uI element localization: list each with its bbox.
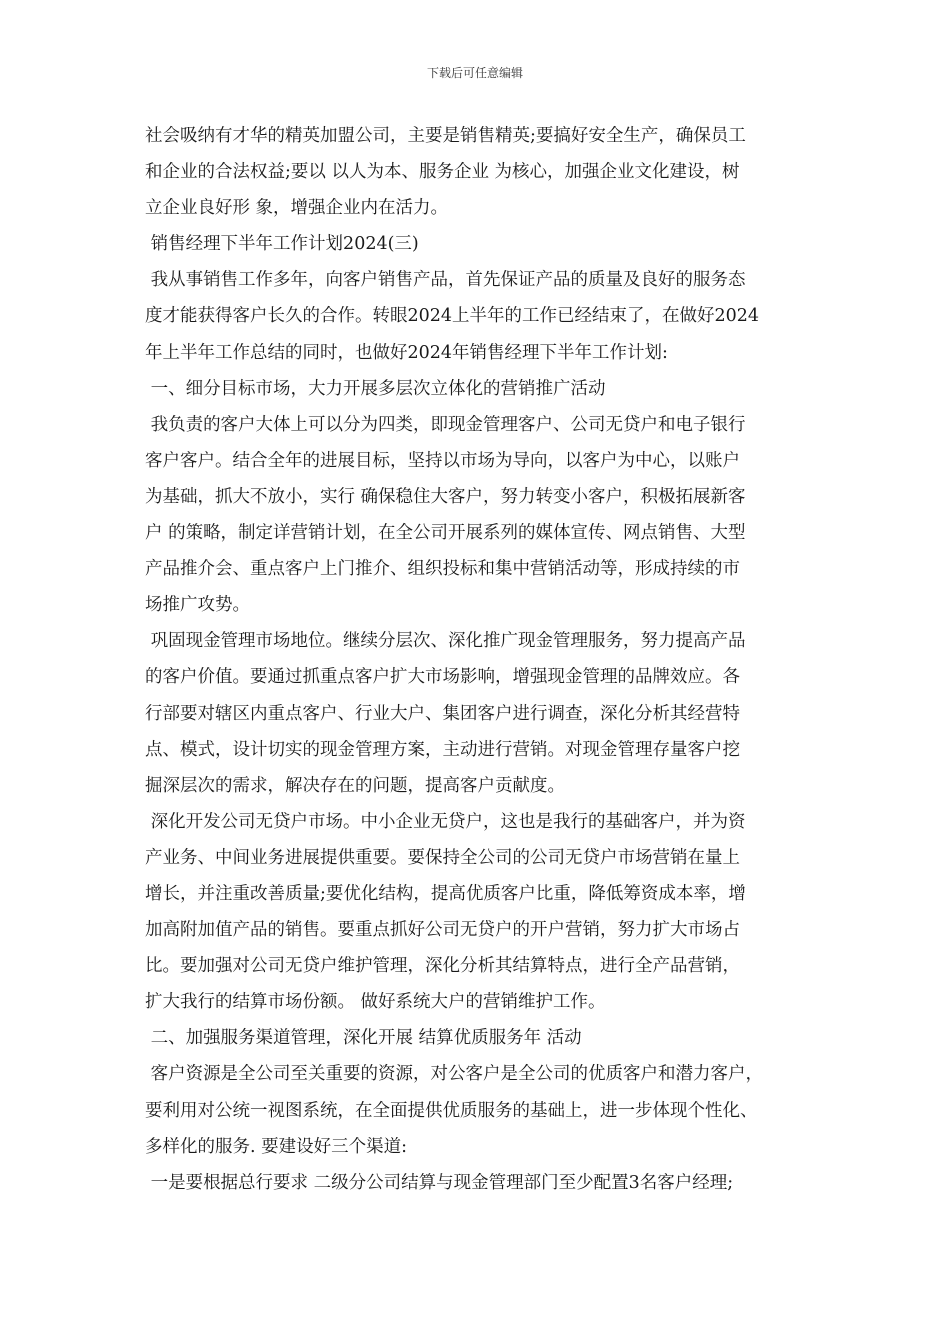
text-line: 年上半年工作总结的同时，也做好2024年销售经理下半年工作计划: — [145, 342, 668, 363]
text-line: 扩大我行的结算市场份额。 做好系统大户的营销维护工作。 — [145, 992, 606, 1013]
text-line: 加高附加值产品的销售。要重点抓好公司无贷户的开户营销，努力扩大市场占 — [145, 920, 740, 941]
text-line: 户 的策略，制定详营销计划，在全公司开展系列的媒体宣传、网点销售、大型 — [145, 523, 746, 544]
text-line: 产品推介会、重点客户上门推介、组织投标和集中营销活动等，形成持续的市 — [145, 559, 740, 580]
text-line: 一是要根据总行要求 二级分公司结算与现金管理部门至少配置3名客户经理; — [145, 1172, 734, 1193]
text-line: 要利用对公统一视图系统，在全面提供优质服务的基础上，进一步体现个性化、 — [145, 1100, 758, 1121]
section-heading: 一、细分目标市场，大力开展多层次立体化的营销推广活动 — [145, 378, 606, 399]
document-body — [145, 118, 817, 1201]
text-line: 行部要对辖区内重点客户、行业大户、集团客户进行调查，深化分析其经营特 — [145, 703, 740, 724]
page-header: 下载后可任意编辑 — [426, 66, 523, 80]
text-line: 客户资源是全公司至关重要的资源，对公客户是全公司的优质客户和潜力客户， — [145, 1064, 764, 1085]
text-line: 产业务、中间业务进展提供重要。要保持全公司的公司无贷户市场营销在量上 — [145, 847, 740, 868]
text-line: 巩固现金管理市场地位。继续分层次、深化推广现金管理服务，努力提高产品 — [145, 631, 746, 652]
text-line: 掘深层次的需求，解决存在的问题，提高客户贡献度。 — [145, 775, 565, 796]
section-title: 销售经理下半年工作计划2024(三) — [145, 234, 419, 255]
text-line: 点、模式，设计切实的现金管理方案，主动进行营销。对现金管理存量客户挖 — [145, 739, 740, 760]
section-heading: 二、加强服务渠道管理，深化开展 结算优质服务年 活动 — [145, 1028, 582, 1049]
text-line: 我负责的客户大体上可以分为四类，即现金管理客户、公司无贷户和电子银行 — [145, 414, 746, 435]
text-line: 我从事销售工作多年，向客户销售产品，首先保证产品的质量及良好的服务态 — [145, 270, 746, 291]
text-line: 多样化的服务. 要建设好三个渠道: — [145, 1136, 408, 1157]
text-line: 比。要加强对公司无贷户维护管理，深化分析其结算特点，进行全产品营销， — [145, 956, 740, 977]
text-line: 度才能获得客户长久的合作。转眼2024上半年的工作已经结束了，在做好2024 — [145, 306, 760, 327]
text-line: 为基础，抓大不放小，实行 确保稳住大客户，努力转变小客户，积极拓展新客 — [145, 486, 746, 507]
text-line: 深化开发公司无贷户市场。中小企业无贷户，这也是我行的基础客户，并为资 — [145, 811, 746, 832]
text-line: 场推广攻势。 — [145, 595, 250, 616]
text-line: 立企业良好形 象，增强企业内在活力。 — [145, 198, 449, 219]
text-line: 社会吸纳有才华的精英加盟公司，主要是销售精英;要搞好安全生产，确保员工 — [145, 126, 746, 146]
text-line: 的客户价值。要通过抓重点客户扩大市场影响，增强现金管理的品牌效应。各 — [145, 667, 740, 688]
text-line: 客户客户。结合全年的进展目标，坚持以市场为导向，以客户为中心，以账户 — [145, 450, 740, 471]
text-line: 增长，并注重改善质量;要优化结构，提高优质客户比重，降低筹资成本率，增 — [145, 883, 746, 904]
text-line: 和企业的合法权益;要以 以人为本、服务企业 为核心，加强企业文化建设，树 — [145, 162, 740, 183]
